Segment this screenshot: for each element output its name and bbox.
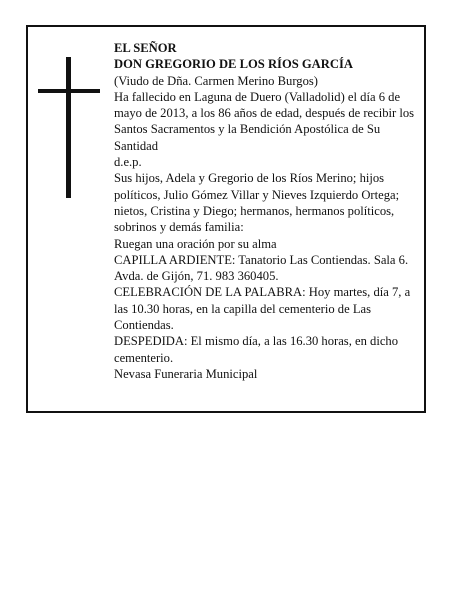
obituary-notice <box>26 25 426 413</box>
funeral-home: Nevasa Funeraria Municipal <box>114 366 258 381</box>
celebration-paragraph: CELEBRACIÓN DE LA PALABRA: Hoy martes, día 7, a las 10.30 horas, en la capilla del cementerio de Las Contiendas. <box>114 285 411 333</box>
deceased-name: DON GREGORIO DE LOS RÍOS GARCÍA <box>114 57 353 72</box>
obituary-text <box>114 40 418 382</box>
prayer-line: Ruegan una oración por su alma <box>114 236 277 251</box>
widower-line: (Viudo de Dña. Carmen Merino Burgos) <box>114 73 318 88</box>
cross-vertical-bar <box>66 57 71 198</box>
obituary-title: EL SEÑOR <box>114 41 177 55</box>
cross-horizontal-bar <box>38 89 100 93</box>
farewell-paragraph: DESPEDIDA: El mismo día, a las 16.30 horas, en dicho cementerio. <box>114 334 399 365</box>
family-paragraph: Sus hijos, Adela y Gregorio de los Ríos Merino; hijos políticos, Julio Gómez Villar y Nieves Izquierdo Ortega; nietos, Cristina y Diego; hermanos, hermanos políticos, sobrinos y demás familia: <box>114 171 400 235</box>
chapel-paragraph: CAPILLA ARDIENTE: Tanatorio Las Contiendas. Sala 6. Avda. de Gijón, 71. 983 360405. <box>114 252 409 284</box>
death-paragraph: Ha fallecido en Laguna de Duero (Valladolid) el día 6 de mayo de 2013, a los 86 años de edad, después de recibir los Santos Sacramentos y la Bendición Apostólica de Su Santidad <box>114 89 415 153</box>
rip-line: d.e.p. <box>114 155 142 170</box>
